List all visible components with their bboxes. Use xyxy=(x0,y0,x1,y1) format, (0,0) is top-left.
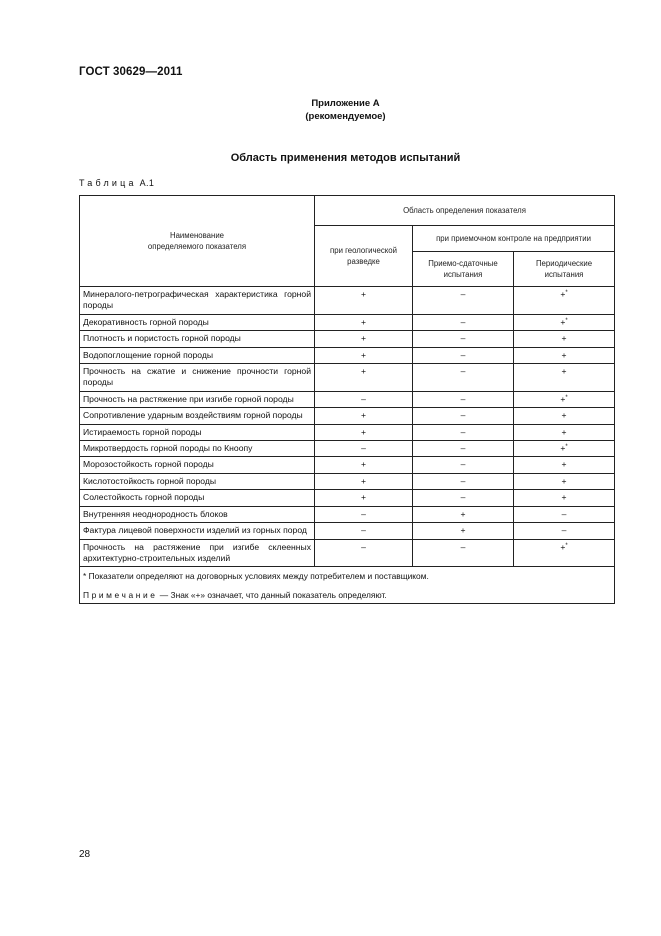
document-code: ГОСТ 30629—2011 xyxy=(79,66,183,78)
header-acceptance: при приемочном контроле на предприятии xyxy=(413,226,615,252)
indicator-name-text: Внутренняя неоднородность блоков xyxy=(83,508,228,519)
header-row-1 xyxy=(80,196,615,226)
indicator-name-cell xyxy=(80,424,315,440)
geo-value-text: – xyxy=(361,541,366,552)
periodic-value-cell xyxy=(514,287,615,315)
table-row xyxy=(80,490,615,506)
delivery-value-cell xyxy=(413,473,514,489)
delivery-value-cell xyxy=(413,314,514,330)
periodic-value-text: + xyxy=(560,443,566,454)
delivery-value-text: – xyxy=(460,492,466,503)
periodic-value-text: + xyxy=(561,366,567,377)
header-indicator-name-text: Наименование определяемого показателя xyxy=(147,231,247,251)
indicator-name-text: Прочность на растяжение при изгибе горной породы xyxy=(83,393,294,404)
table-row xyxy=(80,523,615,539)
footnote: * Показатели определяют на договорных условиях между потребителем и поставщиком. xyxy=(83,571,429,582)
table-row xyxy=(80,408,615,424)
periodic-value-text: – xyxy=(561,525,567,536)
geo-value-text: – xyxy=(361,525,366,536)
delivery-value-text: – xyxy=(460,459,466,470)
periodic-value-cell xyxy=(514,347,615,363)
geo-value-text: + xyxy=(360,492,367,503)
footnote-mark: * xyxy=(565,444,568,451)
periodic-value-text: + xyxy=(560,393,566,404)
geo-value-cell xyxy=(315,506,413,522)
annex-subtitle: (рекомендуемое) xyxy=(305,111,386,122)
periodic-value-text: – xyxy=(561,508,567,519)
table-label-number: А.1 xyxy=(139,178,155,188)
indicator-name-cell xyxy=(80,314,315,330)
footnote-mark: * xyxy=(565,542,568,549)
methods-table xyxy=(79,195,615,604)
table-row xyxy=(80,314,615,330)
periodic-value-text: + xyxy=(561,492,567,503)
geo-value-cell xyxy=(315,490,413,506)
periodic-value-text: + xyxy=(560,316,566,327)
periodic-value-text: + xyxy=(560,541,566,552)
page-number: 28 xyxy=(79,849,91,860)
indicator-name-text: Плотность и пористость горной породы xyxy=(83,333,241,344)
geo-value-text: + xyxy=(360,366,367,377)
table-row xyxy=(80,539,615,567)
notes-row xyxy=(80,567,615,604)
delivery-value-cell xyxy=(413,539,514,567)
geo-value-text: + xyxy=(360,349,367,360)
periodic-value-cell xyxy=(514,539,615,567)
table-row xyxy=(80,287,615,315)
geo-value-text: – xyxy=(361,508,366,519)
footnote-mark: * xyxy=(565,317,568,324)
periodic-value-cell xyxy=(514,314,615,330)
table-label-word: Таблица xyxy=(79,178,137,188)
periodic-value-cell xyxy=(514,473,615,489)
header-scope: Область определения показателя xyxy=(315,196,615,226)
geo-value-cell xyxy=(315,347,413,363)
periodic-value-text: + xyxy=(561,459,567,470)
periodic-value-text: + xyxy=(561,333,567,344)
geo-value-text: + xyxy=(360,459,367,470)
geo-value-cell xyxy=(315,408,413,424)
indicator-name-text: Минералого-петрографическая характеристика горной породы xyxy=(83,289,311,311)
indicator-name-cell xyxy=(80,523,315,539)
delivery-value-text: – xyxy=(460,426,466,437)
geo-value-text: + xyxy=(360,410,367,421)
geo-value-cell xyxy=(315,473,413,489)
periodic-value-text: + xyxy=(561,426,567,437)
footnote-mark: * xyxy=(565,394,568,401)
geo-value-cell xyxy=(315,424,413,440)
indicator-name-cell xyxy=(80,287,315,315)
table-label xyxy=(79,178,154,188)
periodic-value-cell xyxy=(514,424,615,440)
delivery-value-text: + xyxy=(460,508,466,519)
geo-value-cell xyxy=(315,391,413,407)
periodic-value-cell xyxy=(514,391,615,407)
indicator-name-text: Сопротивление ударным воздействиям горной породы xyxy=(83,410,303,421)
geo-value-cell xyxy=(315,539,413,567)
indicator-name-cell xyxy=(80,364,315,392)
delivery-value-cell xyxy=(413,441,514,457)
periodic-value-text: + xyxy=(561,475,567,486)
delivery-value-cell xyxy=(413,391,514,407)
periodic-value-text: + xyxy=(561,349,567,360)
indicator-name-cell xyxy=(80,331,315,347)
geo-value-cell xyxy=(315,314,413,330)
periodic-value-text: + xyxy=(561,410,567,421)
indicator-name-cell xyxy=(80,347,315,363)
geo-value-text: + xyxy=(360,333,367,344)
delivery-value-text: – xyxy=(460,316,466,327)
indicator-name-text: Фактура лицевой поверхности изделий из горных пород xyxy=(83,525,307,536)
indicator-name-cell xyxy=(80,408,315,424)
delivery-value-text: – xyxy=(460,289,466,299)
delivery-value-cell xyxy=(413,408,514,424)
periodic-value-cell xyxy=(514,523,615,539)
table-body xyxy=(80,196,615,567)
geo-value-text: – xyxy=(361,443,366,454)
indicator-name-text: Морозостойкость горной породы xyxy=(83,459,214,470)
periodic-value-cell xyxy=(514,364,615,392)
table-row xyxy=(80,424,615,440)
indicator-name-text: Прочность на сжатие и снижение прочности горной породы xyxy=(83,366,311,388)
annex-title: Приложение А xyxy=(311,98,380,109)
indicator-name-text: Прочность на растяжение при изгибе склеенных архитектурно-строительных изделий xyxy=(83,541,311,563)
annex-heading xyxy=(0,97,661,123)
delivery-value-text: – xyxy=(460,541,466,552)
geo-value-text: + xyxy=(360,475,367,486)
delivery-value-text: – xyxy=(460,333,466,344)
table-row xyxy=(80,331,615,347)
delivery-value-cell xyxy=(413,523,514,539)
indicator-name-cell xyxy=(80,506,315,522)
indicator-name-cell xyxy=(80,457,315,473)
table-notes xyxy=(80,567,615,604)
periodic-value-cell xyxy=(514,457,615,473)
delivery-value-text: – xyxy=(460,393,466,404)
delivery-value-text: + xyxy=(460,525,466,536)
table-row xyxy=(80,441,615,457)
geo-value-text: – xyxy=(361,393,366,404)
indicator-name-text: Микротвердость горной породы по Кноопу xyxy=(83,443,253,454)
geo-value-text: + xyxy=(360,316,367,327)
periodic-value-cell xyxy=(514,506,615,522)
delivery-value-text: – xyxy=(460,475,466,486)
indicator-name-text: Декоративность горной породы xyxy=(83,316,209,327)
table-row xyxy=(80,473,615,489)
geo-value-cell xyxy=(315,441,413,457)
delivery-value-cell xyxy=(413,506,514,522)
header-periodic: Периодические испытания xyxy=(514,252,615,287)
header-indicator-name xyxy=(80,196,315,287)
indicator-name-cell xyxy=(80,539,315,567)
geo-value-text: + xyxy=(360,426,367,437)
delivery-value-text: – xyxy=(460,366,466,377)
geo-value-cell xyxy=(315,331,413,347)
indicator-name-text: Солестойкость горной породы xyxy=(83,492,205,503)
geo-value-cell xyxy=(315,523,413,539)
indicator-name-cell xyxy=(80,441,315,457)
note xyxy=(83,589,611,601)
delivery-value-cell xyxy=(413,287,514,315)
delivery-value-cell xyxy=(413,490,514,506)
table-row xyxy=(80,347,615,363)
geo-value-text: + xyxy=(360,289,367,299)
periodic-value-cell xyxy=(514,331,615,347)
periodic-value-cell xyxy=(514,490,615,506)
notes-cell xyxy=(80,567,615,604)
delivery-value-text: – xyxy=(460,349,466,360)
periodic-value-cell xyxy=(514,441,615,457)
periodic-value-text: + xyxy=(560,289,566,299)
table-row xyxy=(80,364,615,392)
header-geo: при геологической разведке xyxy=(315,226,413,287)
delivery-value-cell xyxy=(413,457,514,473)
header-delivery: Приемо-сдаточные испытания xyxy=(413,252,514,287)
table-row xyxy=(80,391,615,407)
delivery-value-cell xyxy=(413,364,514,392)
delivery-value-text: – xyxy=(460,443,466,454)
note-text: — Знак «+» означает, что данный показатель определяют. xyxy=(157,590,387,601)
delivery-value-cell xyxy=(413,331,514,347)
indicator-name-cell xyxy=(80,473,315,489)
indicator-name-cell xyxy=(80,490,315,506)
delivery-value-text: – xyxy=(460,410,466,421)
indicator-name-cell xyxy=(80,391,315,407)
geo-value-cell xyxy=(315,364,413,392)
geo-value-cell xyxy=(315,457,413,473)
note-label: Примечание xyxy=(83,590,158,601)
indicator-name-text: Кислотостойкость горной породы xyxy=(83,475,217,486)
delivery-value-cell xyxy=(413,424,514,440)
delivery-value-cell xyxy=(413,347,514,363)
footnote-mark: * xyxy=(565,290,568,296)
table-row xyxy=(80,506,615,522)
indicator-name-text: Водопоглощение горной породы xyxy=(83,349,214,360)
indicator-name-text: Истираемость горной породы xyxy=(83,426,202,437)
section-title: Область применения методов испытаний xyxy=(230,152,461,164)
geo-value-cell xyxy=(315,287,413,315)
periodic-value-cell xyxy=(514,408,615,424)
table-row xyxy=(80,457,615,473)
